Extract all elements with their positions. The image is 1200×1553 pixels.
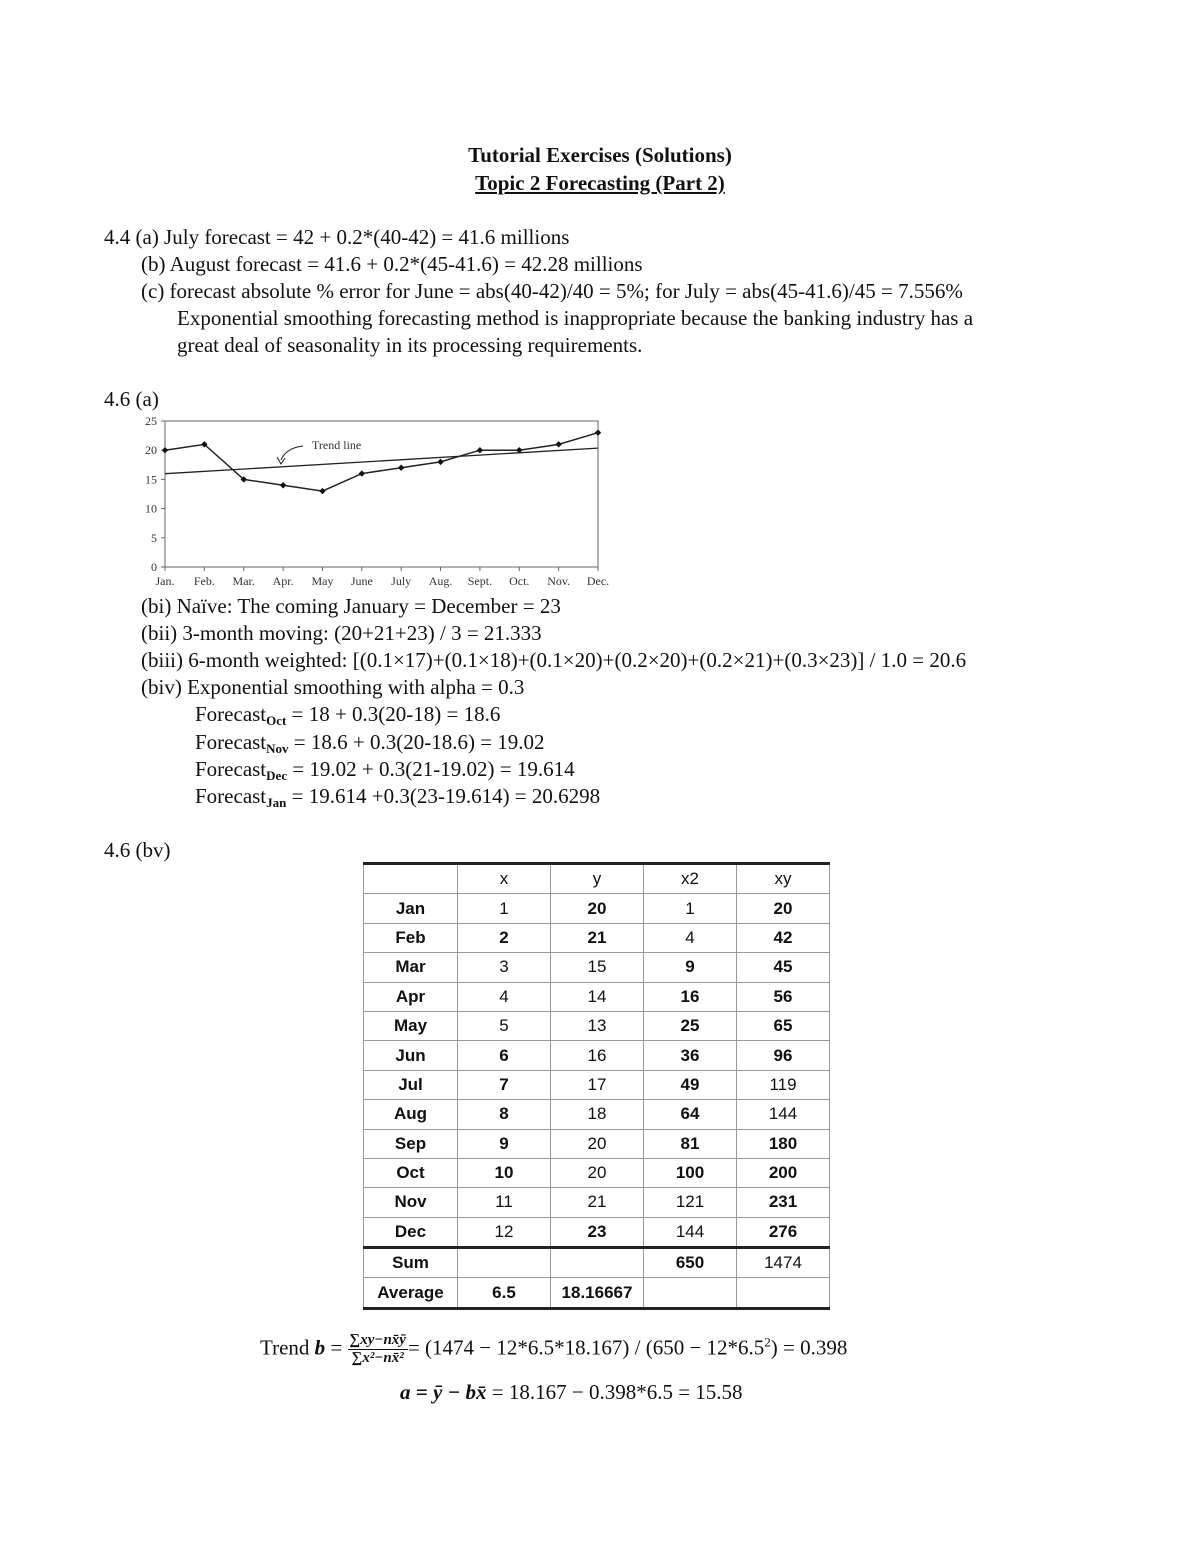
- data-point: [437, 459, 443, 465]
- table-row: [364, 953, 830, 982]
- table-cell: 16: [551, 1041, 644, 1070]
- table-cell: 18.16667: [551, 1278, 644, 1308]
- table-cell: 15: [551, 953, 644, 982]
- table-cell: 121: [644, 1188, 737, 1217]
- fraction-numerator: ∑xy−nx̄ȳ: [349, 1332, 406, 1348]
- table-cell: 1: [458, 894, 551, 923]
- table-cell: xy: [737, 864, 830, 894]
- forecast-dec-line: [195, 757, 575, 784]
- table-cell: 7: [458, 1070, 551, 1099]
- data-point: [319, 488, 325, 494]
- forecast-word: Forecast: [195, 730, 267, 754]
- table-cell: [644, 1278, 737, 1308]
- trend-word: Trend: [260, 1335, 315, 1360]
- trend-computation-b: ) = 0.398: [770, 1335, 848, 1360]
- table-cell: 96: [737, 1041, 830, 1070]
- data-point: [359, 470, 365, 476]
- q46bv-label: 4.6 (bv): [104, 838, 171, 862]
- table-cell: y: [551, 864, 644, 894]
- q46-biv-line: (biv) Exponential smoothing with alpha = 0.3: [141, 675, 525, 699]
- q46-biii-line: (biii) 6-month weighted: [(0.1×17)+(0.1×18)+(0.1×20)+(0.2×20)+(0.2×21)+(0.3×23)] / 1.0 = 20.6: [141, 648, 967, 672]
- table-cell: 20: [551, 1158, 644, 1187]
- intercept-lhs: a = ȳ − bx̄: [400, 1380, 487, 1404]
- forecast-jan-subscript: Jan: [266, 795, 287, 810]
- table-row: [364, 1070, 830, 1099]
- row-label-cell: Sep: [364, 1129, 458, 1158]
- table-cell: 100: [644, 1158, 737, 1187]
- table-cell: 20: [551, 1129, 644, 1158]
- table-cell: 42: [737, 923, 830, 952]
- fraction-denominator: ∑x²−nx̄²: [351, 1350, 404, 1366]
- table-cell: 16: [644, 982, 737, 1011]
- table-cell: 4: [458, 982, 551, 1011]
- table-cell: x: [458, 864, 551, 894]
- table-cell: 65: [737, 1011, 830, 1040]
- data-point: [280, 482, 286, 488]
- table-cell: 14: [551, 982, 644, 1011]
- row-label-cell: Average: [364, 1278, 458, 1308]
- row-label-cell: Oct: [364, 1158, 458, 1187]
- data-point: [477, 447, 483, 453]
- table-cell: [551, 1248, 644, 1278]
- table-cell: [737, 1278, 830, 1308]
- trend-annotation: [277, 438, 361, 464]
- table-cell: 144: [737, 1100, 830, 1129]
- x-tick-label: May: [311, 574, 334, 588]
- forecast-word: Forecast: [195, 757, 267, 781]
- table-cell: 12: [458, 1217, 551, 1247]
- intercept-computation: = 18.167 − 0.398*6.5 = 15.58: [486, 1380, 743, 1404]
- table-cell: 119: [737, 1070, 830, 1099]
- table-cell: 17: [551, 1070, 644, 1099]
- table-cell: 5: [458, 1011, 551, 1040]
- table-cell: 20: [551, 894, 644, 923]
- table-cell: 3: [458, 953, 551, 982]
- forecast-dec-value: = 19.02 + 0.3(21-19.02) = 19.614: [287, 757, 575, 781]
- forecast-oct-value: = 18 + 0.3(20-18) = 18.6: [286, 702, 501, 726]
- row-label-cell: Nov: [364, 1188, 458, 1217]
- annotation-arrow: [281, 446, 303, 460]
- table-cell: 650: [644, 1248, 737, 1278]
- y-tick-label: 5: [151, 530, 157, 545]
- table-row: [364, 1011, 830, 1040]
- forecast-word: Forecast: [195, 702, 267, 726]
- table-cell: 1: [644, 894, 737, 923]
- trend-computation-a: = (1474 − 12*6.5*18.167) / (650 − 12*6.5: [407, 1335, 765, 1360]
- table-row: [364, 923, 830, 952]
- y-tick-label: 10: [145, 501, 157, 516]
- table-cell: 11: [458, 1188, 551, 1217]
- forecast-jan-line: [195, 784, 600, 811]
- y-tick-label: 15: [145, 472, 157, 487]
- x-tick-label: Feb.: [193, 574, 215, 588]
- q46a-label: 4.6 (a): [104, 387, 159, 411]
- y-tick-label: 20: [145, 443, 157, 458]
- q44-c-note-1: Exponential smoothing forecasting method is inappropriate because the banking industry has a: [177, 306, 974, 330]
- trend-annotation-label: Trend line: [312, 438, 362, 452]
- forecast-nov-line: [195, 730, 545, 757]
- forecast-oct-line: [195, 702, 500, 729]
- table-row: [364, 1217, 830, 1247]
- x-tick-label: Mar.: [232, 574, 255, 588]
- table-cell: 13: [551, 1011, 644, 1040]
- table-row: [364, 1100, 830, 1129]
- table-cell: 45: [737, 953, 830, 982]
- forecast-nov-value: = 18.6 + 0.3(20-18.6) = 19.02: [288, 730, 545, 754]
- row-label-cell: Jun: [364, 1041, 458, 1070]
- table-row: [364, 1278, 830, 1308]
- x-axis-ticks: [156, 567, 610, 588]
- table-cell: 231: [737, 1188, 830, 1217]
- table-cell: 144: [644, 1217, 737, 1247]
- x-tick-label: Nov.: [547, 574, 571, 588]
- forecast-oct-subscript: Oct: [266, 713, 287, 728]
- table-row: [364, 1129, 830, 1158]
- table-row: [364, 1158, 830, 1187]
- q46-bi-line: (bi) Naïve: The coming January = December = 23: [141, 594, 561, 618]
- trend-line: [165, 448, 598, 474]
- row-label-cell: Aug: [364, 1100, 458, 1129]
- q44-c-line: (c) forecast absolute % error for June = abs(40-42)/40 = 5%; for July = abs(45-41.6)/45 = 7.556%: [141, 279, 963, 303]
- forecast-dec-subscript: Dec: [266, 768, 288, 783]
- row-label-cell: [364, 864, 458, 894]
- row-label-cell: May: [364, 1011, 458, 1040]
- x-tick-label: Jan.: [155, 574, 175, 588]
- q46-bii-line: (bii) 3-month moving: (20+21+23) / 3 = 21.333: [141, 621, 542, 645]
- table-cell: 36: [644, 1041, 737, 1070]
- table-cell: [458, 1248, 551, 1278]
- table-row: [364, 864, 830, 894]
- table-cell: 9: [458, 1129, 551, 1158]
- table-row: [364, 1248, 830, 1278]
- row-label-cell: Jan: [364, 894, 458, 923]
- data-point: [595, 429, 601, 435]
- x-tick-label: Apr.: [272, 574, 294, 588]
- slope-fraction: [348, 1332, 408, 1367]
- forecast-jan-value: = 19.614 +0.3(23-19.614) = 20.6298: [286, 784, 601, 808]
- data-point: [398, 465, 404, 471]
- table-cell: 9: [644, 953, 737, 982]
- y-tick-label: 0: [151, 560, 157, 574]
- table-cell: 10: [458, 1158, 551, 1187]
- x-tick-label: July: [391, 574, 412, 588]
- table-cell: 276: [737, 1217, 830, 1247]
- table-cell: 6: [458, 1041, 551, 1070]
- table-cell: 4: [644, 923, 737, 952]
- table-row: [364, 982, 830, 1011]
- trend-formula: [260, 1332, 847, 1367]
- document-subtitle: Topic 2 Forecasting (Part 2): [475, 171, 725, 195]
- table-cell: 21: [551, 923, 644, 952]
- table-cell: 1474: [737, 1248, 830, 1278]
- forecast-nov-subscript: Nov: [266, 741, 289, 756]
- table-cell: 200: [737, 1158, 830, 1187]
- intercept-formula: [400, 1380, 743, 1405]
- table-row: [364, 894, 830, 923]
- plot-area: [165, 421, 598, 567]
- x-tick-label: Dec.: [586, 574, 610, 588]
- table-cell: 2: [458, 923, 551, 952]
- row-label-cell: Mar: [364, 953, 458, 982]
- table-cell: 20: [737, 894, 830, 923]
- table-cell: 25: [644, 1011, 737, 1040]
- data-point: [162, 447, 168, 453]
- forecast-word: Forecast: [195, 784, 267, 808]
- table-row: [364, 1188, 830, 1217]
- table-cell: 81: [644, 1129, 737, 1158]
- x-tick-label: Oct.: [509, 574, 530, 588]
- table-cell: 49: [644, 1070, 737, 1099]
- equals-sign: =: [325, 1335, 348, 1360]
- trend-superscript: 2: [764, 1334, 771, 1350]
- table-cell: 23: [551, 1217, 644, 1247]
- row-label-cell: Dec: [364, 1217, 458, 1247]
- monthly-line-chart: [140, 414, 620, 592]
- b-symbol: b: [314, 1335, 326, 1360]
- q44-b-line: (b) August forecast = 41.6 + 0.2*(45-41.6) = 42.28 millions: [141, 252, 643, 276]
- table-cell: 21: [551, 1188, 644, 1217]
- table-cell: 180: [737, 1129, 830, 1158]
- q44-a-line: 4.4 (a) July forecast = 42 + 0.2*(40-42) = 41.6 millions: [104, 225, 570, 249]
- series-points: [162, 429, 601, 494]
- row-label-cell: Apr: [364, 982, 458, 1011]
- series-line: [165, 433, 598, 491]
- q44-c-note-2: great deal of seasonality in its processing requirements.: [177, 333, 643, 357]
- row-label-cell: Jul: [364, 1070, 458, 1099]
- table-row: [364, 1041, 830, 1070]
- table-cell: 8: [458, 1100, 551, 1129]
- x-tick-label: Aug.: [428, 574, 453, 588]
- row-label-cell: Sum: [364, 1248, 458, 1278]
- table-cell: 56: [737, 982, 830, 1011]
- row-label-cell: Feb: [364, 923, 458, 952]
- data-point: [555, 441, 561, 447]
- regression-table: [363, 862, 830, 1310]
- x-tick-label: Sept.: [467, 574, 493, 588]
- annotation-arrowhead: [277, 457, 285, 464]
- y-axis-ticks: [145, 414, 165, 574]
- y-tick-label: 25: [145, 414, 157, 428]
- table-cell: 6.5: [458, 1278, 551, 1308]
- table-cell: 64: [644, 1100, 737, 1129]
- table-cell: 18: [551, 1100, 644, 1129]
- document-title: Tutorial Exercises (Solutions): [468, 143, 732, 167]
- x-tick-label: June: [350, 574, 373, 588]
- table-cell: x2: [644, 864, 737, 894]
